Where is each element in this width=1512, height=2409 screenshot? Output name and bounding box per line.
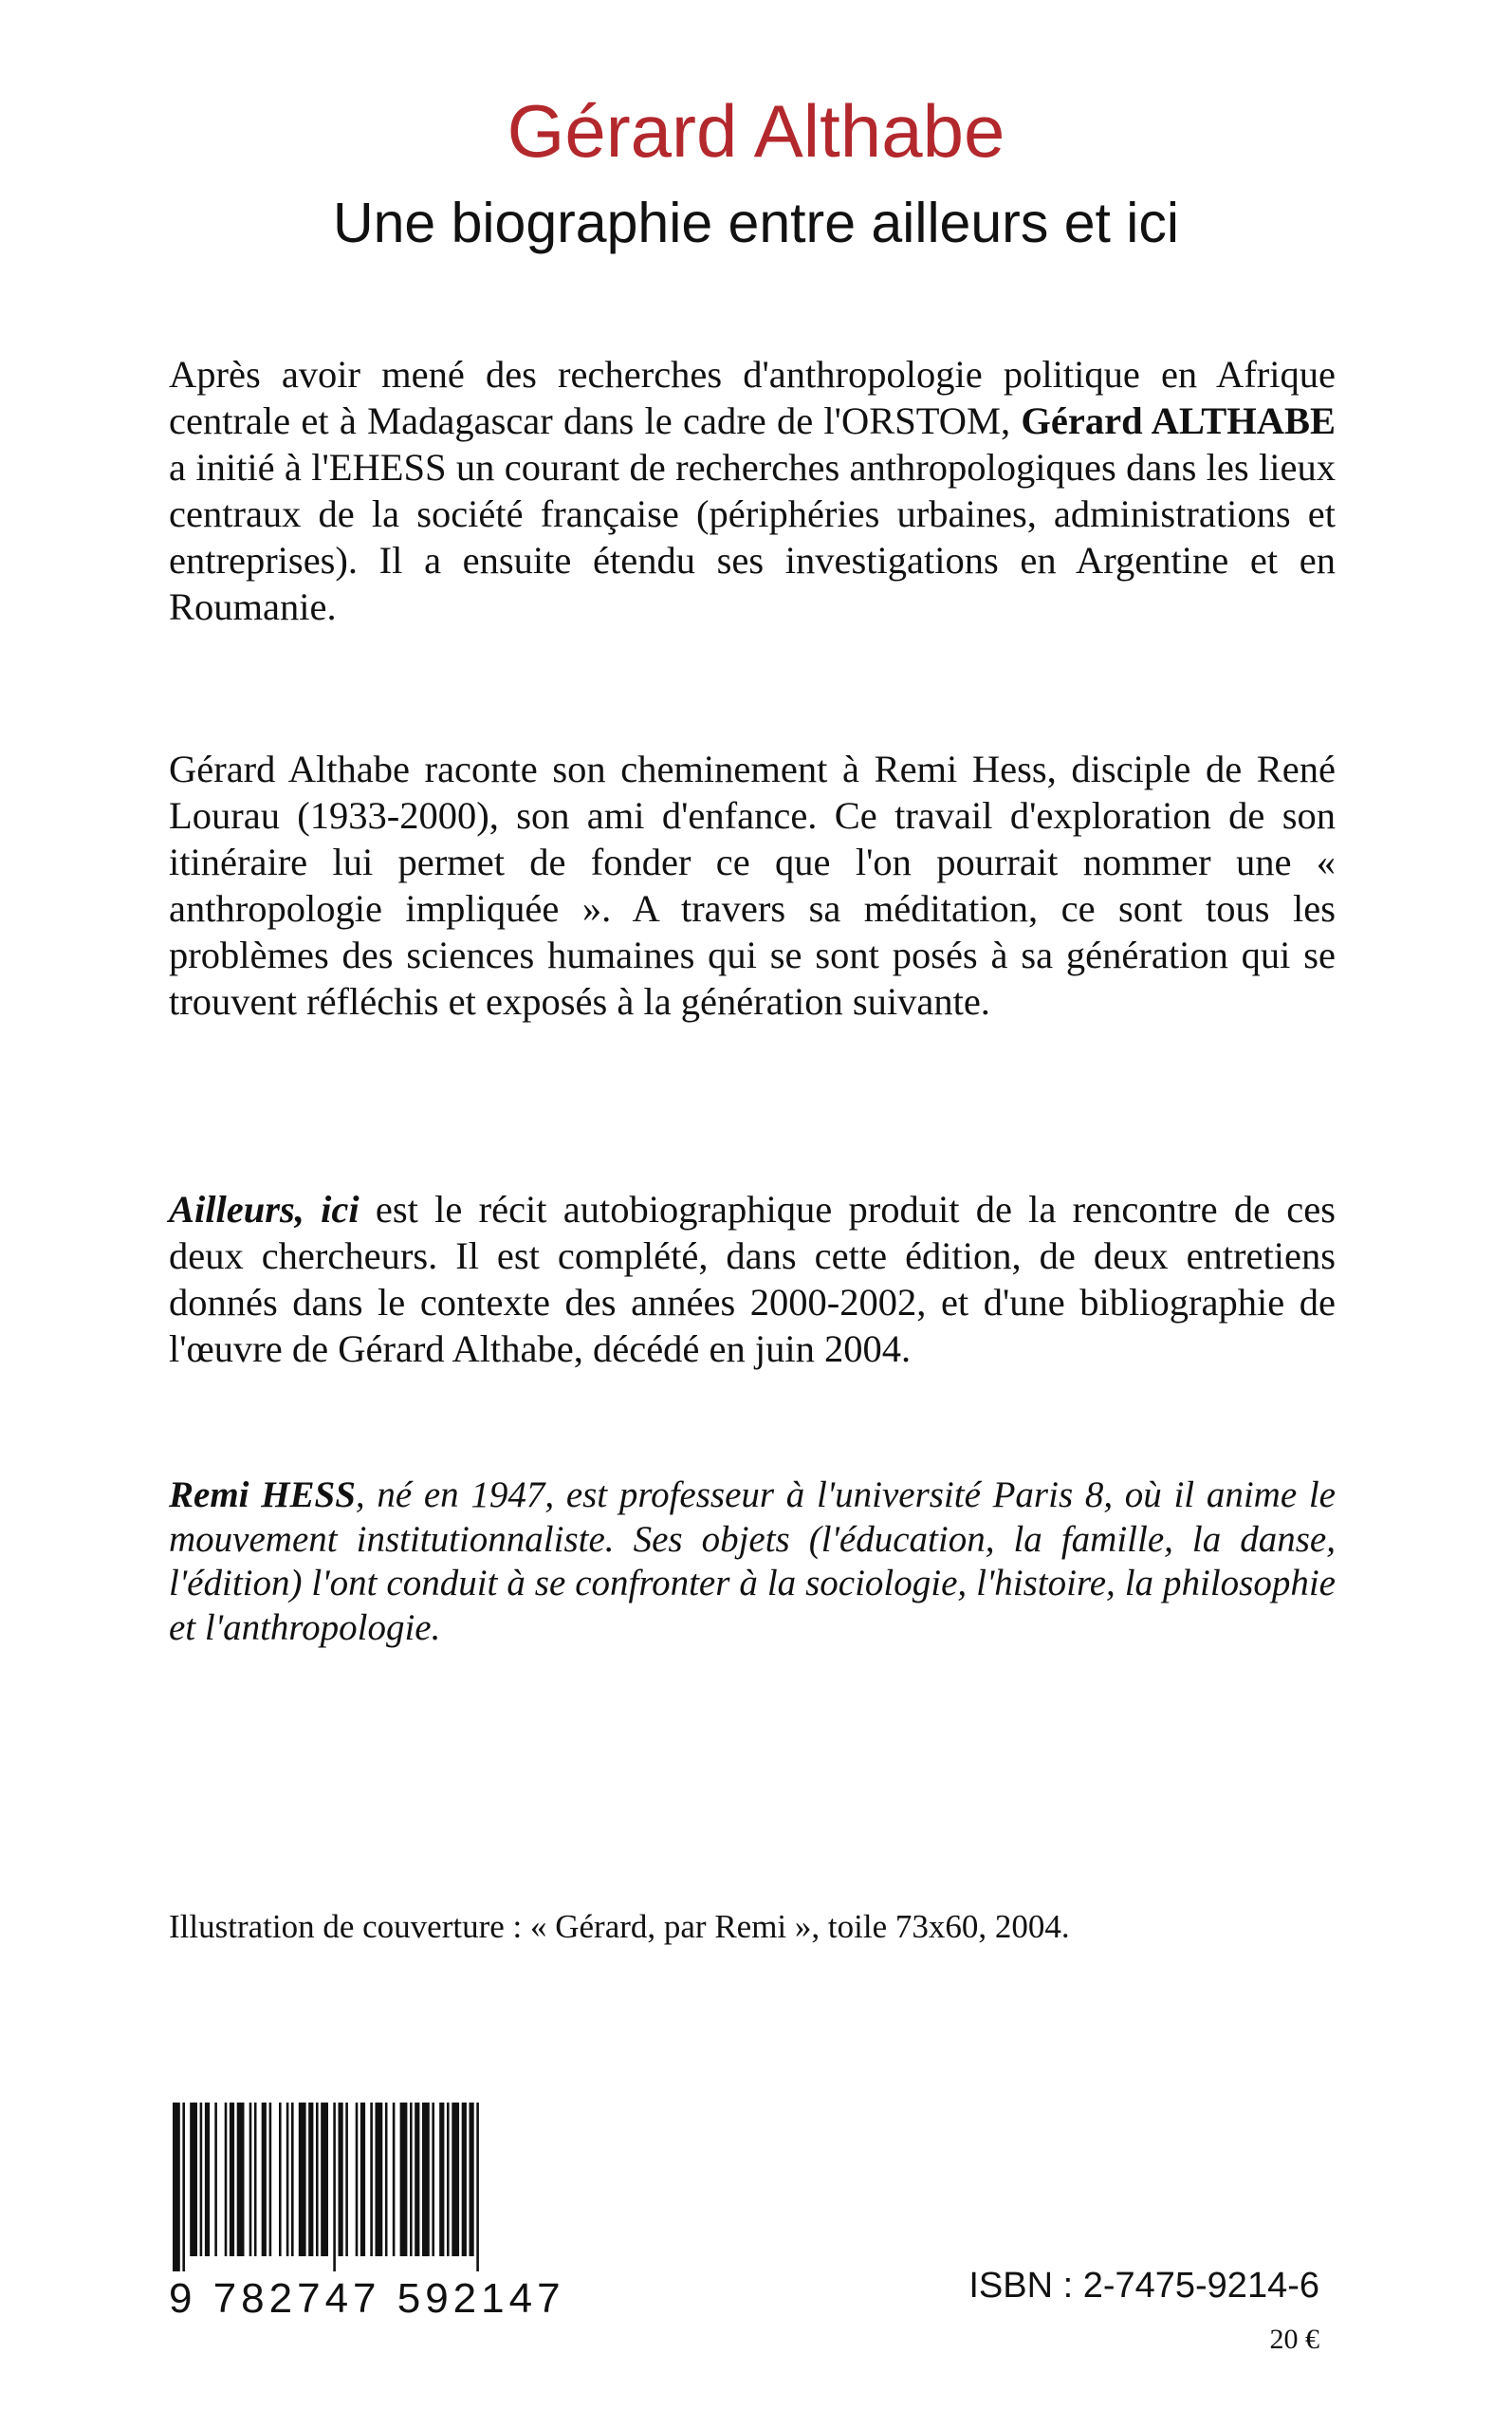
barcode-bar bbox=[182, 2103, 185, 2271]
barcode-bar bbox=[200, 2103, 203, 2256]
barcode-bar bbox=[476, 2103, 479, 2271]
barcode-bar bbox=[339, 2103, 343, 2256]
summary-paragraph-2: Gérard Althabe raconte son cheminement à Remi Hess, disciple de René Lourau (1933-2000), son ami d'enfance. Ce travail d'exploration de son itinéraire lui permet de fonder ce que l'on pourrait nommer une « anthropologie impliquée ». A travers sa méditation, ce sont tous les problèmes des sciences humaines qui se sont posés à sa génération qui se trouvent réfléchis et exposés à la génération suivante. bbox=[169, 748, 1336, 1023]
paragraph-1-body: a initié à l'EHESS un courant de recherches anthropologiques dans les lieux centraux de la société française (périphéries urbaines, administrations et entreprises). Il a ensuite étendu ses investigations en Argentine et en Roumanie. bbox=[169, 446, 1336, 628]
summary-paragraph-1 bbox=[169, 351, 1336, 630]
barcode-bar bbox=[173, 2103, 180, 2271]
barcode-bar bbox=[316, 2103, 319, 2256]
barcode-bar bbox=[345, 2103, 348, 2256]
barcode-bar bbox=[249, 2103, 252, 2256]
book-subtitle: Une biographie entre ailleurs et ici bbox=[332, 192, 1180, 254]
barcode-bar bbox=[447, 2103, 450, 2256]
barcode-bar bbox=[237, 2103, 245, 2256]
price-label: 20 € bbox=[1269, 2324, 1319, 2355]
barcode-bar bbox=[439, 2103, 444, 2256]
barcode-bar bbox=[262, 2103, 267, 2256]
barcode-bar bbox=[299, 2103, 306, 2256]
barcode-bar bbox=[462, 2103, 467, 2256]
author-bio-text: , né en 1947, est professeur à l'université Paris 8, où il anime le mouvement institutionnaliste. Ses objets (l'éducation, la famille, la danse, l'édition) l'ont conduit à se confronter à la sociologie, l'histoire, la philosophie et l'anthropologie. bbox=[169, 1474, 1336, 1648]
barcode-image bbox=[169, 2103, 567, 2271]
barcode-bar bbox=[385, 2103, 388, 2256]
barcode-bar bbox=[422, 2103, 430, 2256]
cover-illustration-credit: Illustration de couverture : « Gérard, par Remi », toile 73x60, 2004. bbox=[169, 1908, 1070, 1945]
barcode-bar bbox=[225, 2103, 228, 2256]
barcode-bar bbox=[269, 2103, 272, 2256]
book-title: Gérard Althabe bbox=[507, 89, 1005, 173]
barcode-bar bbox=[333, 2103, 336, 2271]
barcode-bar bbox=[230, 2103, 234, 2256]
barcode-bar bbox=[356, 2103, 359, 2256]
paragraph-1-intro: Après avoir mené des recherches d'anthropologie politique en Afrique centrale et à Madagascar dans le cadre de l'ORSTOM, bbox=[169, 353, 1336, 442]
author-bio bbox=[169, 1473, 1336, 1650]
barcode-bar bbox=[370, 2103, 373, 2256]
barcode-bar bbox=[254, 2103, 257, 2256]
summary-paragraph-3 bbox=[169, 1186, 1336, 1372]
isbn-label: ISBN : 2-7475-9214-6 bbox=[968, 2266, 1319, 2306]
barcode-bar bbox=[432, 2103, 434, 2256]
barcode-bar bbox=[393, 2103, 396, 2256]
subject-name: Gérard ALTHABE bbox=[1021, 399, 1336, 442]
barcode-bar bbox=[376, 2103, 383, 2256]
barcode-bar bbox=[291, 2103, 294, 2256]
barcode-bar bbox=[308, 2103, 313, 2256]
barcode-bar bbox=[205, 2103, 210, 2256]
barcode-bar bbox=[214, 2103, 217, 2256]
barcode-digits: 9 782747 592147 bbox=[169, 2275, 565, 2322]
barcode-bar bbox=[415, 2103, 419, 2256]
book-title-inline: Ailleurs, ici bbox=[169, 1188, 360, 1231]
barcode-bar bbox=[452, 2103, 459, 2256]
barcode-bar bbox=[279, 2103, 282, 2256]
barcode-bar bbox=[321, 2103, 328, 2256]
barcode-bar bbox=[400, 2103, 408, 2256]
author-name: Remi HESS bbox=[169, 1474, 356, 1515]
paragraph-3-body: est le récit autobiographique produit de la rencontre de ces deux chercheurs. Il est complété, dans cette édition, de deux entretiens donnés dans le contexte des années 2000-2002, et d'une bibliographie de l'œuvre de Gérard Althabe, décédé en juin 2004. bbox=[169, 1188, 1336, 1370]
barcode-bar bbox=[286, 2103, 289, 2256]
barcode-bar bbox=[190, 2103, 197, 2256]
barcode-bar bbox=[360, 2103, 365, 2256]
barcode-bar bbox=[410, 2103, 413, 2256]
barcode-bar bbox=[470, 2103, 474, 2256]
